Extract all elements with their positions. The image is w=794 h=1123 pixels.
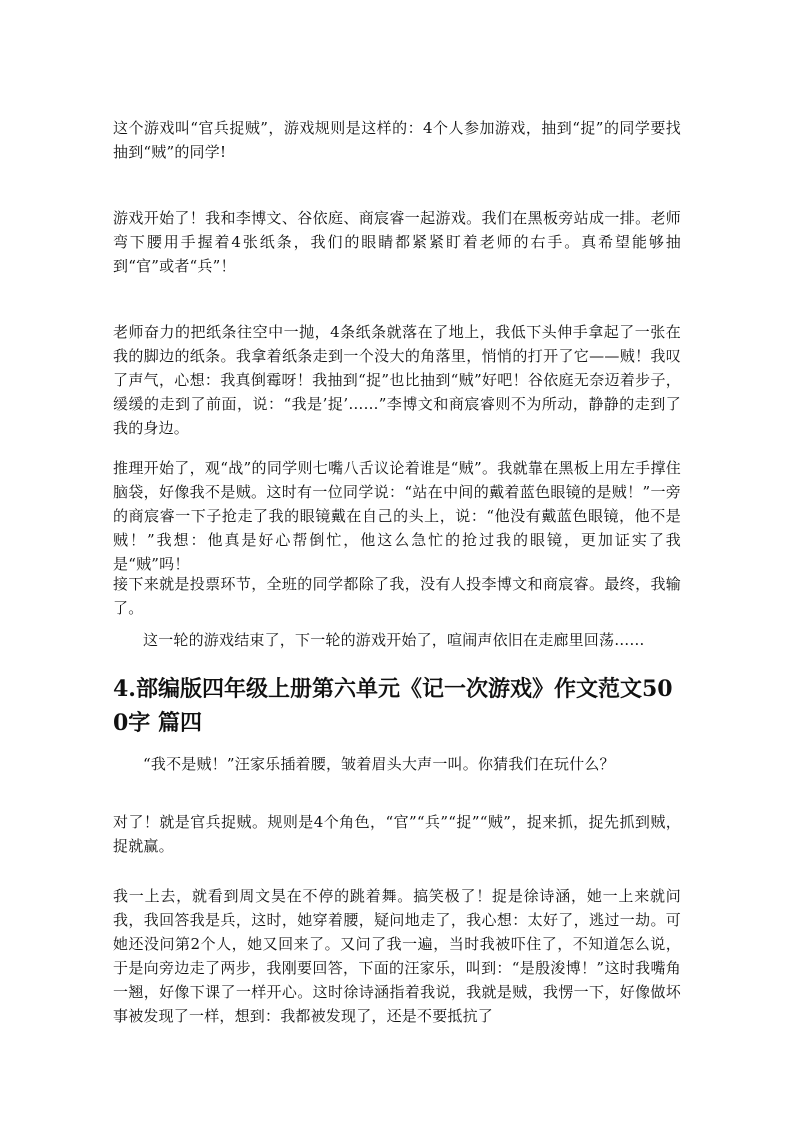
section-paragraph-2: 对了！就是官兵捉贼。规则是4个角色，“官”“兵”“捉”“贼”，捉来抓，捉先抓到贼，捉就赢。 [113, 813, 681, 855]
paragraph-4: 推理开始了，观“战”的同学则七嘴八舌议论着谁是“贼”。我就靠在黑板上用左手撑住脑袋，好像我不是贼。这时有一位同学说：“站在中间的戴着蓝色眼镜的是贼！”一旁的商宸睿一下子抢走了我的眼镜戴在自己的头上，说：“他没有戴蓝色眼镜，他不是贼！”我想：他真是好心帮倒忙，他这么急忙的抢过我的眼镜，更加证实了我是“贼”吗！ [113, 459, 681, 573]
paragraph-1: 这个游戏叫“官兵捉贼”，游戏规则是这样的：4个人参加游戏，抽到“捉”的同学要找抽到“贼”的同学! [113, 119, 681, 161]
paragraph-2: 游戏开始了！我和李博文、谷依庭、商宸睿一起游戏。我们在黑板旁站成一排。老师弯下腰用手握着4张纸条，我们的眼睛都紧紧盯着老师的右手。真希望能够抽到“官”或者“兵”！ [113, 209, 681, 275]
section-paragraph-3: 我一上去，就看到周文昊在不停的跳着舞。搞笑极了！捉是徐诗涵，她一上来就问我，我回答我是兵，这时，她穿着腰，疑问地走了，我心想：太好了，逃过一劫。可她还没问第2个人，她又回来了。又问了我一遍，当时我被吓住了，不知道怎么说，于是向旁边走了两步，我刚要回答，下面的汪家乐，叫到：“是殷浚博！”这时我嘴角一翘，好像下课了一样开心。这时徐诗涵指着我说，我就是贼，我愣一下，好像做坏事被发现了一样，想到：我都被发现了，还是不要抵抗了 [113, 887, 681, 1025]
section-paragraph-1: “我不是贼！”汪家乐插着腰，皱着眉头大声一叫。你猜我们在玩什么？ [143, 755, 615, 773]
document-page [113, 0, 681, 1123]
paragraph-5: 接下来就是投票环节，全班的同学都除了我，没有人投李博文和商宸睿。最终，我输了。 [113, 575, 681, 617]
paragraph-3: 老师奋力的把纸条往空中一抛，4条纸条就落在了地上，我低下头伸手拿起了一张在我的脚边的纸条。我拿着纸条走到一个没大的角落里，悄悄的打开了它——贼！我叹了声气，心想：我真倒霉呀！我抽到“捉”也比抽到“贼”好吧！谷依庭无奈迈着步子，缓缓的走到了前面，说：“我是’捉’……”李博文和商宸睿则不为所动，静静的走到了我的身边。 [113, 323, 681, 437]
paragraph-6: 这一轮的游戏结束了，下一轮的游戏开始了，喧闹声依旧在走廊里回荡…… [143, 631, 645, 649]
section-heading: 4.部编版四年级上册第六单元《记一次游戏》作文范文500字 篇四 [113, 676, 673, 736]
